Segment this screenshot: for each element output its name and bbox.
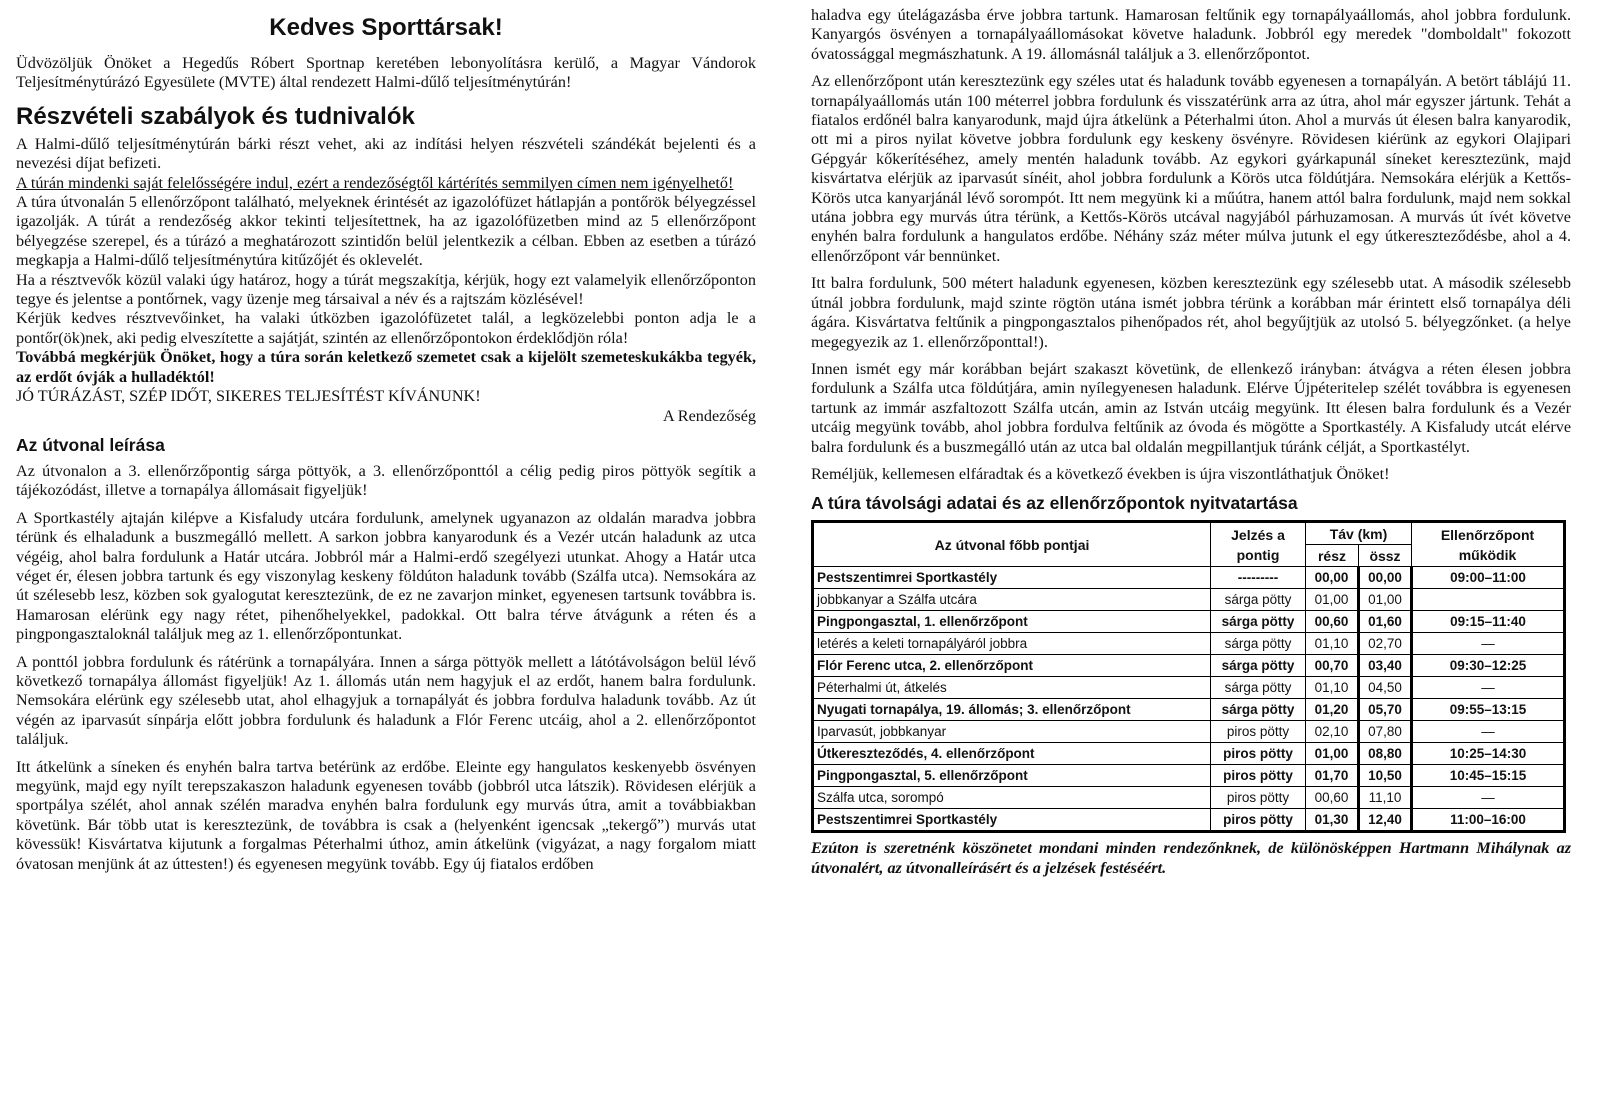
cell-part: 00,60 xyxy=(1306,611,1359,633)
cell-part: 00,00 xyxy=(1306,567,1359,589)
cell-part: 01,10 xyxy=(1306,677,1359,699)
cell-total: 05,70 xyxy=(1359,699,1412,721)
route-paragraph-1: Az útvonalon a 3. ellenőrzőpontig sárga pöttyök, a 3. ellenőrzőponttól a célig pedig piros pöttyök segítik a tájékozódást, illetve a tornapálya állomásait figyeljük! xyxy=(16,461,756,500)
route-paragraph-6: Az ellenőrzőpont után keresztezünk egy széles utat és haladunk tovább egyenesen a tornapályán. A betört táblájú 11. tornapályaállomás után 100 méterrel jobbra fordulunk és visszatérünk arra az útra, ahol már egyszer jártunk. Tehát a fiatalos erdőnél balra kanyarodunk, majd újra átkelünk a Péterhalmi úton. Ahol a murvás út élesen balra kanyarodik, ott mi a piros nyilat követve jobbra fordulunk egy keskeny ösvényre. Rövidesen kiérünk az egykori Olajipari Gépgyár kőkerítéséhez, amely mentén haladunk tovább. Az egykori gyárkapunál síneket keresztezünk, majd kisvártatva elérjük az iparvasút sínéit, ahol jobbra fordulunk a Körös utca földútjára. Nemsokára elérjük a Kettős-Körös utca kanyarjánál lévő sorompót. Itt nem megyünk ki a műútra, hanem attól balra fordulunk, majd nem sokkal utána jobbra egy murvás útra térünk, a Kettős-Körös utcával nagyjából párhuzamosan. A murvás út ívét követve enyhén balra fordulunk a hangulatos erdőbe. Néhány száz méter múlva jutunk el egy útkereszteződésbe, ahol a 4. ellenőrzőpont vár bennünket. xyxy=(811,72,1571,265)
intro-paragraph: Üdvözöljük Önöket a Hegedűs Róbert Sportnap keretében lebonyolításra kerülő, a Magyar Vándorok Teljesítménytúrázó Egyesülete (MVTE) által rendezett Halmi-dűlő teljesítménytúrán! xyxy=(16,54,756,92)
table-body xyxy=(813,567,1565,832)
cell-part: 00,70 xyxy=(1306,655,1359,677)
route-paragraph-3: A ponttól jobbra fordulunk és rátérünk a tornapályára. Innen a sárga pöttyök mellett a látótávolságon belül lévő következő tornapálya állomást figyeljük! Az 1. állomás után nem hagyjuk el az erdőt, hanem balra fordulunk. Nemsokára elérünk egy szélesebb utat, ahol elhagyjuk a tornapályát és jobbra fordulva haladunk tovább. Az út végén az iparvasút sínpárja előtt jobbra fordulunk és haladunk a Flór Ferenc utcáig, ahol a 2. ellenőrzőpontot találjuk. xyxy=(16,652,756,749)
cell-point: Iparvasút, jobbkanyar xyxy=(813,721,1211,743)
cell-total: 10,50 xyxy=(1359,765,1412,787)
rules-paragraph-1: A Halmi-dűlő teljesítménytúrán bárki részt vehet, aki az indítási helyen részvételi szándékát bejelenti és a nevezési díjat befizeti. xyxy=(16,134,756,173)
table-row xyxy=(813,567,1565,589)
cell-point: Útkereszteződés, 4. ellenőrzőpont xyxy=(813,743,1211,765)
cell-part: 01,30 xyxy=(1306,809,1359,832)
right-column xyxy=(811,0,1571,886)
cell-checkpoint: 09:30–12:25 xyxy=(1412,655,1565,677)
rules-paragraph-2: A túrán mindenki saját felelősségére indul, ezért a rendezőségtől kártérítés semmilyen címen nem igényelhető! xyxy=(16,173,734,192)
table-row xyxy=(813,809,1565,832)
cell-checkpoint: — xyxy=(1412,677,1565,699)
cell-part: 01,20 xyxy=(1306,699,1359,721)
route-paragraph-8: Innen ismét egy már korábban bejárt szakaszt követünk, de ellenkező irányban: átvágva a réten élesen jobbra fordulunk a Szálfa utca földútjára, amin nyílegyenesen haladunk. Elérve Újpéteritelep szélét továbbra is egyenesen tartunk az immár aszfaltozott Szálfa utcán, amin az István utcáig megyünk. Itt élesen balra fordulunk és a Vezér utcáig megyünk tovább, ahol jobbra fordulva feltűnik az óvoda és mögötte a Sportkastély. A Kisfaludy utcát elérve balra fordulunk és a buszmegálló után az utca bal oldalán megpillantjuk túránk célját, a Sportkastélyt. xyxy=(811,359,1571,456)
cell-checkpoint: 11:00–16:00 xyxy=(1412,809,1565,832)
cell-part: 01,00 xyxy=(1306,589,1359,611)
cell-point: letérés a keleti tornapályáról jobbra xyxy=(813,633,1211,655)
cell-marking: piros pötty xyxy=(1211,787,1306,809)
cell-marking: piros pötty xyxy=(1211,765,1306,787)
table-heading: A túra távolsági adatai és az ellenőrzőpontok nyitvatartása xyxy=(811,493,1298,514)
cell-marking: sárga pötty xyxy=(1211,699,1306,721)
cell-point: jobbkanyar a Szálfa utcára xyxy=(813,589,1211,611)
header-marking: Jelzés a pontig xyxy=(1211,522,1306,567)
cell-part: 00,60 xyxy=(1306,787,1359,809)
cell-checkpoint xyxy=(1412,589,1565,611)
table-row xyxy=(813,699,1565,721)
cell-point: Pestszentimrei Sportkastély xyxy=(813,809,1211,832)
header-total: össz xyxy=(1359,545,1412,567)
rules-paragraph-5: Kérjük kedves résztvevőinket, ha valaki útközben igazolófüzetet talál, a legközelebbi ponton adja le a pontőr(ök)nek, aki pedig elveszítette a sajátját, szintén az ellenőrzőpontokon érdeklődjön róla! xyxy=(16,309,756,347)
rules-paragraph-3: A túra útvonalán 5 ellenőrzőpont található, melyeknek érintését az igazolófüzet hátlapján a pontőrök bélyegzéssel igazolják. A túrát a rendezőség akkor tekinti teljesítettnek, ha az igazolófüzetben mind az 5 ellenőrzőpont bélyegzése szerepel, és a túrázó a meghatározott szintidőn belül jelentkezik a célban. Ebben az esetben a túrázó megkapja a Halmi-dűlő teljesítménytúra kitűzőjét és oklevelét. xyxy=(16,193,756,270)
header-part: rész xyxy=(1306,545,1359,567)
cell-total: 01,00 xyxy=(1359,589,1412,611)
table-row xyxy=(813,611,1565,633)
cell-part: 01,00 xyxy=(1306,743,1359,765)
cell-total: 12,40 xyxy=(1359,809,1412,832)
page-title: Kedves Sporttársak! xyxy=(269,14,503,41)
rules-heading: Részvételi szabályok és tudnivalók xyxy=(16,102,415,130)
rules-paragraph-6: Továbbá megkérjük Önöket, hogy a túra során keletkező szemetet csak a kijelölt szemeteskukákba tegyék, az erdőt óvják a hulladéktól! xyxy=(16,348,756,386)
cell-marking: piros pötty xyxy=(1211,743,1306,765)
cell-checkpoint: 09:15–11:40 xyxy=(1412,611,1565,633)
farewell-paragraph: Reméljük, kellemesen elfáradtak és a következő években is újra viszontláthatjuk Önöket! xyxy=(811,464,1390,483)
cell-total: 07,80 xyxy=(1359,721,1412,743)
table-row xyxy=(813,589,1565,611)
cell-marking: sárga pötty xyxy=(1211,611,1306,633)
cell-total: 01,60 xyxy=(1359,611,1412,633)
rules-paragraph-7: JÓ TÚRÁZÁST, SZÉP IDŐT, SIKERES TELJESÍTÉST KÍVÁNUNK! xyxy=(16,387,481,406)
left-column xyxy=(16,0,756,882)
route-heading: Az útvonal leírása xyxy=(16,434,165,455)
cell-total: 11,10 xyxy=(1359,787,1412,809)
header-distance: Táv (km) xyxy=(1306,522,1412,545)
cell-total: 08,80 xyxy=(1359,743,1412,765)
table-row xyxy=(813,743,1565,765)
cell-marking: sárga pötty xyxy=(1211,677,1306,699)
closing-note: Ezúton is szeretnénk köszönetet mondani minden rendezőnknek, de különösképpen Hartmann Mihálynak az útvonalért, az útvonalleírásért és a jelzések festéséért. xyxy=(811,839,1571,877)
rules-paragraph-4: Ha a résztvevők közül valaki úgy határoz, hogy a túrát megszakítja, kérjük, hogy ezt valamelyik ellenőrzőponton tegye és jelentse a pontőrnek, vagy üzenje meg társaival a név és a rajtszám közlésével! xyxy=(16,270,756,309)
cell-point: Pingpongasztal, 1. ellenőrzőpont xyxy=(813,611,1211,633)
signature: A Rendezőség xyxy=(662,406,756,425)
cell-point: Pestszentimrei Sportkastély xyxy=(813,567,1211,589)
cell-total: 03,40 xyxy=(1359,655,1412,677)
cell-marking: sárga pötty xyxy=(1211,655,1306,677)
cell-point: Szálfa utca, sorompó xyxy=(813,787,1211,809)
cell-point: Pingpongasztal, 5. ellenőrzőpont xyxy=(813,765,1211,787)
route-paragraph-4: Itt átkelünk a síneken és enyhén balra tartva betérünk az erdőbe. Eleinte egy hangulatos keskenyebb ösvényen megyünk, majd egy nyílt terepszakaszon haladunk egyenesen tovább (jobbról utca látszik). Rövidesen elérjük a sportpálya szélét, ahol annak szélén maradva enyhén balra fordulunk egy murvás útra, amit a továbbiakban követünk. Bár több utat is keresztezünk, de továbbra is csak a (helyenként igencsak „tekergő”) murvás utat kövessük! Kisvártatva kijutunk a forgalmas Péterhalmi úthoz, amin átkelünk (vigyázat, a nagy forgalom miatt óvatosan menjünk át az úttesten!) és egyenesen megyünk tovább. Egy új fiatalos erdőben xyxy=(16,757,756,873)
cell-checkpoint: 09:55–13:15 xyxy=(1412,699,1565,721)
route-paragraph-7: Itt balra fordulunk, 500 métert haladunk egyenesen, közben keresztezünk egy szélesebb utat. A második szélesebb útnál jobbra fordulunk, majd szinte rögtön utána ismét jobbra térünk a korábban már érintett első tornapálya déli ágára. Kisvártatva feltűnik a pingpongasztalos pihenőpados rét, ahol begyűjtjük az utolsó 5. bélyegzőnket. (a helye megegyezik az 1. ellenőrzőponttal!). xyxy=(811,274,1571,351)
table-row xyxy=(813,787,1565,809)
table-row xyxy=(813,721,1565,743)
cell-checkpoint: 10:45–15:15 xyxy=(1412,765,1565,787)
cell-marking: sárga pötty xyxy=(1211,589,1306,611)
header-checkpoint: Ellenőrzőpont működik xyxy=(1412,522,1565,567)
cell-marking: --------- xyxy=(1211,567,1306,589)
cell-checkpoint: — xyxy=(1412,633,1565,655)
cell-marking: piros pötty xyxy=(1211,721,1306,743)
cell-total: 04,50 xyxy=(1359,677,1412,699)
cell-point: Nyugati tornapálya, 19. állomás; 3. ellenőrzőpont xyxy=(813,699,1211,721)
cell-checkpoint: — xyxy=(1412,787,1565,809)
table-row xyxy=(813,655,1565,677)
cell-point: Flór Ferenc utca, 2. ellenőrzőpont xyxy=(813,655,1211,677)
distance-table xyxy=(811,520,1566,833)
cell-marking: piros pötty xyxy=(1211,809,1306,832)
cell-checkpoint: — xyxy=(1412,721,1565,743)
cell-checkpoint: 09:00–11:00 xyxy=(1412,567,1565,589)
cell-point: Péterhalmi út, átkelés xyxy=(813,677,1211,699)
header-points: Az útvonal főbb pontjai xyxy=(813,522,1211,567)
cell-part: 01,70 xyxy=(1306,765,1359,787)
cell-total: 02,70 xyxy=(1359,633,1412,655)
table-row xyxy=(813,633,1565,655)
route-paragraph-5: haladva egy útelágazásba érve jobbra tartunk. Hamarosan feltűnik egy tornapályaállomás, ahol jobbra fordulunk. Kanyargós ösvényen a tornapályaállomásokat követve haladunk. Jobbról egy meredek "domboldalt" fokozott óvatossággal megmászhatunk. A 19. állomásnál találjuk a 3. ellenőrzőpontot. xyxy=(811,6,1571,63)
table-row xyxy=(813,765,1565,787)
cell-total: 00,00 xyxy=(1359,567,1412,589)
table-row xyxy=(813,677,1565,699)
cell-part: 01,10 xyxy=(1306,633,1359,655)
cell-marking: sárga pötty xyxy=(1211,633,1306,655)
cell-part: 02,10 xyxy=(1306,721,1359,743)
route-paragraph-2: A Sportkastély ajtaján kilépve a Kisfaludy utcára fordulunk, amelynek ugyanazon az oldalán maradva jobbra térünk és elhaladunk a buszmegálló mellett. A sarkon jobbra kanyarodunk és a Vezér utcán haladunk az utca végéig, ahol balra fordulunk a Határ utcára. Jobbról már a Halmi-erdő szegélyezi utunkat. Ahogy a Határ utca véget ér, élesen jobbra tartunk és egy viszonylag keskeny földúton haladunk tovább (Szálfa utca). Nemsokára az út szélesebb lesz, közben sok gyalogutat keresztezünk, de ez ne zavarjon minket, egyenesen tartsunk továbbra is. Hamarosan elérünk egy nagy rétet, pihenőhelyekkel, padokkal. Ott balra térve átvágunk a réten és a pingpongasztaloknál találjuk meg az 1. ellenőrzőpontunkat. xyxy=(16,508,756,644)
cell-checkpoint: 10:25–14:30 xyxy=(1412,743,1565,765)
